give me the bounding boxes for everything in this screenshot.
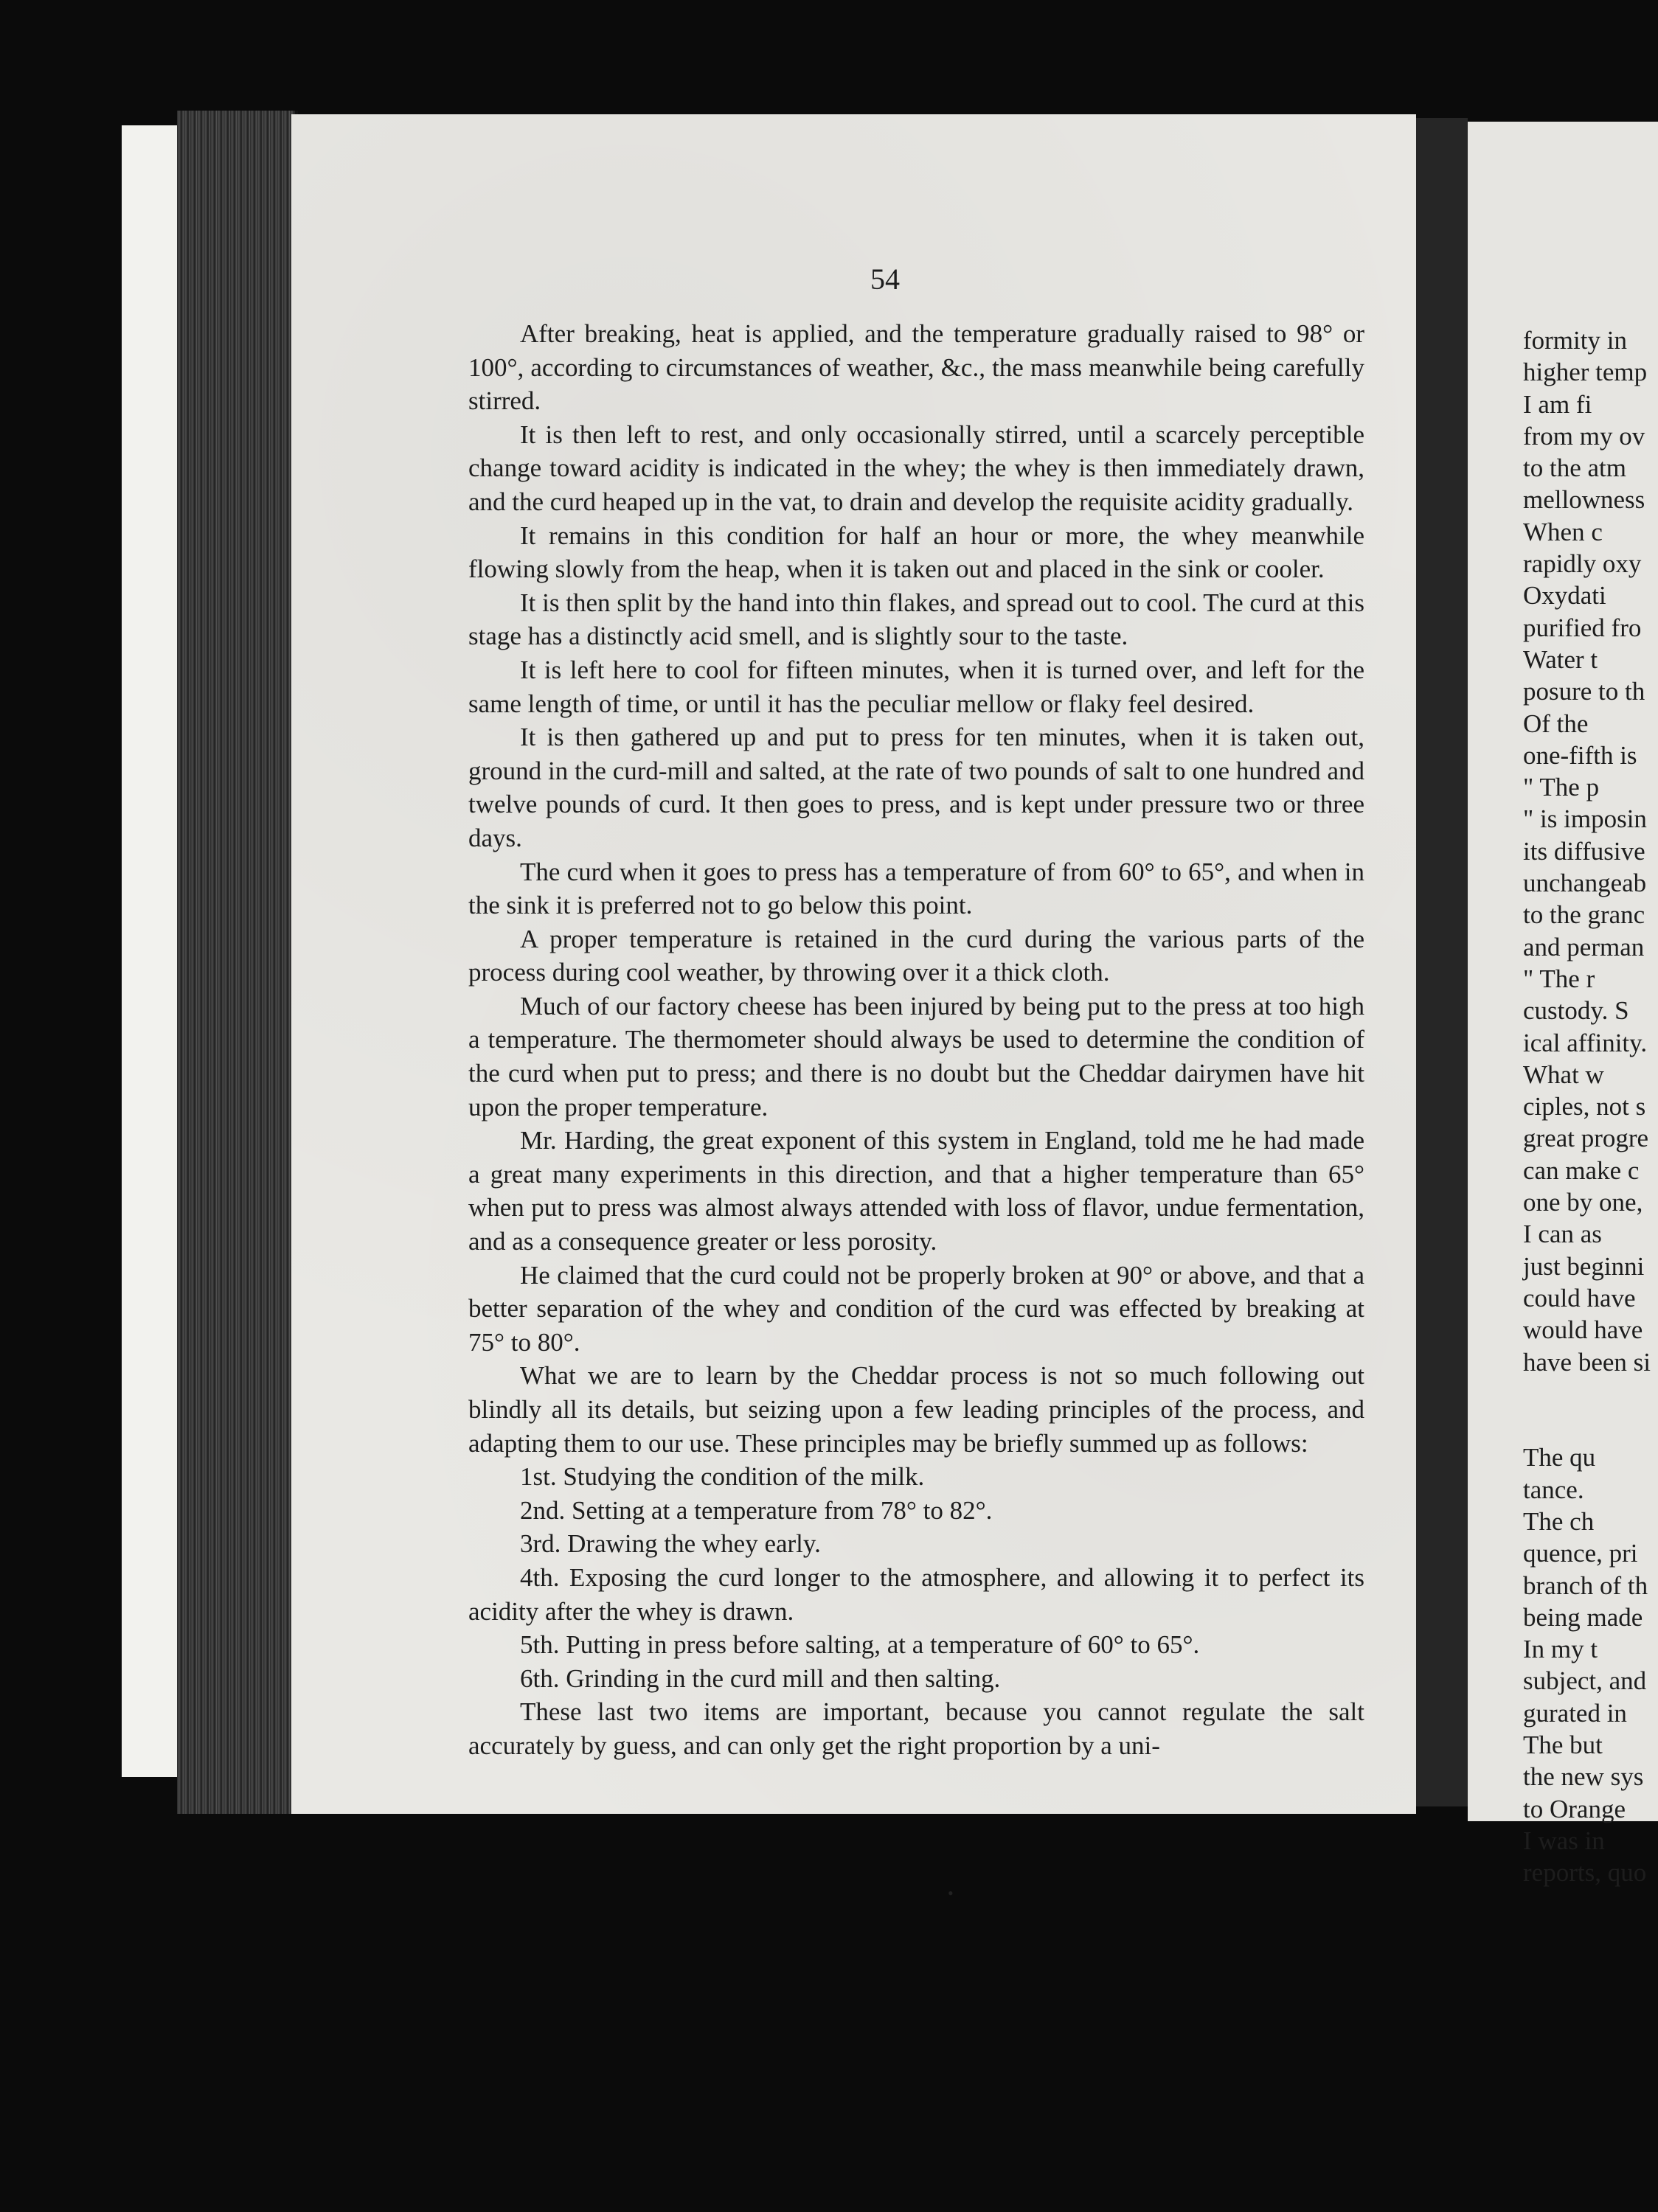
page-number: 54: [870, 262, 900, 296]
right-page-line: one by one,: [1523, 1188, 1643, 1217]
right-page-line: ical affinity.: [1523, 1028, 1648, 1057]
list-item: 1st. Studying the condition of the milk.: [520, 1462, 925, 1492]
footer-ornament: •: [948, 1884, 954, 1902]
right-page-line: When c: [1523, 517, 1603, 546]
right-page-line: one-fifth is: [1523, 740, 1637, 770]
right-page-line: unchangeab: [1523, 869, 1647, 898]
right-page-line: the new sys: [1523, 1762, 1644, 1792]
right-page-line: " is imposin: [1523, 804, 1647, 834]
right-page-line: tance.: [1523, 1475, 1584, 1504]
list-item: 3rd. Drawing the whey early.: [520, 1529, 821, 1559]
right-page-line: [1523, 1410, 1658, 1441]
right-page-line: The but: [1523, 1731, 1603, 1760]
list-item: 2nd. Setting at a temperature from 78° to 82°.: [520, 1495, 993, 1525]
right-page-line: Water t: [1523, 644, 1598, 674]
paragraph: He claimed that the curd could not be properly broken at 90° or above, and that a better separation of the whey and condition of the curd was effected by breaking at 75° to 80°.: [468, 1260, 1364, 1357]
paragraph: The curd when it goes to press has a temperature of from 60° to 65°, and when in the sink it is preferred not to go below this point.: [468, 857, 1364, 920]
paragraph: A proper temperature is retained in the curd during the various parts of the process during cool weather, by throwing over it a thick cloth.: [468, 924, 1364, 987]
right-page-line: formity in: [1523, 326, 1627, 355]
right-page-line: would have: [1523, 1315, 1643, 1345]
paragraph: Much of our factory cheese has been injured by being put to the press at too high a temperature. The thermometer should always be used to determine the condition of the curd when put to press; and there is no doubt but the Cheddar dairymen have hit upon the proper temperature.: [468, 991, 1364, 1121]
right-page-line: to the granc: [1523, 900, 1645, 930]
paragraph: It is then left to rest, and only occasionally stirred, until a scarcely perceptible change toward acidity is indicated in the whey; the whey is then immediately drawn, and the curd heaped up in the vat, to drain and develop the requisite acidity gradually.: [468, 420, 1364, 516]
right-page-line: [1523, 1378, 1658, 1410]
paragraph: What we are to learn by the Cheddar process is not so much following out blindly all its details, but seizing upon a few leading principles of the process, and adapting them to our use. These principles may be briefly summed up as follows:: [468, 1361, 1364, 1458]
page-body: [468, 317, 1364, 1763]
right-page-line: and perman: [1523, 932, 1645, 961]
right-page-line: I was in: [1523, 1826, 1605, 1855]
book-spine: [1416, 118, 1468, 1806]
paragraph: It is left here to cool for fifteen minutes, when it is turned over, and left for the same length of time, or until it has the peculiar mellow or flaky feel desired.: [468, 655, 1364, 718]
right-page-line: great progre: [1523, 1124, 1649, 1153]
right-page-line: being made: [1523, 1602, 1643, 1632]
right-page-line: branch of th: [1523, 1571, 1648, 1600]
right-page-line: I can as: [1523, 1220, 1602, 1249]
right-page-line: " The r: [1523, 964, 1595, 993]
right-page-line: " The p: [1523, 773, 1600, 802]
paragraph: After breaking, heat is applied, and the temperature gradually raised to 98° or 100°, according to circumstances of weather, &c., the mass meanwhile being carefully stirred.: [468, 319, 1364, 416]
right-page-line: What w: [1523, 1060, 1604, 1089]
right-page-line: The qu: [1523, 1443, 1596, 1472]
right-page-line: Oxydati: [1523, 581, 1606, 611]
right-page-line: quence, pri: [1523, 1539, 1638, 1568]
list-item: 4th. Exposing the curd longer to the atmosphere, and allowing it to perfect its acidity after the whey is drawn.: [468, 1562, 1364, 1626]
right-page-line: reports, quo: [1523, 1858, 1647, 1888]
right-page-line: to Orange: [1523, 1794, 1626, 1823]
right-page-line: just beginni: [1523, 1251, 1645, 1281]
paragraph: Mr. Harding, the great exponent of this system in England, told me he had made a great many experiments in this direction, and that a higher temperature than 65° when put to press was almost always attended with loss of flavor, undue fermentation, and as a consequence greater or less porosity.: [468, 1126, 1364, 1256]
right-page-line: In my t: [1523, 1635, 1598, 1664]
right-page-line: could have: [1523, 1283, 1636, 1312]
right-page-line: gurated in: [1523, 1698, 1627, 1728]
right-page-line: mellowness: [1523, 485, 1645, 515]
paragraph: It remains in this condition for half an hour or more, the whey meanwhile flowing slowly from the heap, when it is taken out and placed in the sink or cooler.: [468, 521, 1364, 584]
right-page-line: purified fro: [1523, 613, 1642, 642]
closing-paragraph: These last two items are important, because you cannot regulate the salt accurately by guess, and can only get the right proportion by a uni-: [468, 1697, 1364, 1760]
right-page-line: can make c: [1523, 1155, 1640, 1185]
right-page-line: ciples, not s: [1523, 1092, 1646, 1121]
right-page-line: I am fi: [1523, 389, 1592, 419]
list-item: 6th. Grinding in the curd mill and then salting.: [520, 1663, 1001, 1693]
right-page-text: [1523, 324, 1658, 1889]
scan-background-strip: [122, 125, 184, 1777]
paragraph: It is then gathered up and put to press for ten minutes, when it is taken out, ground in the curd-mill and salted, at the rate of two pounds of salt to one hundred and twelve pounds of curd. It then goes to press, and is kept under pressure two or three days.: [468, 723, 1364, 852]
right-page-line: subject, and: [1523, 1666, 1647, 1696]
right-page-line: custody. S: [1523, 996, 1629, 1026]
book-page-edges: [177, 111, 298, 1814]
right-page-line: higher temp: [1523, 358, 1648, 387]
right-page-line: rapidly oxy: [1523, 549, 1642, 579]
right-page-line: The ch: [1523, 1506, 1595, 1536]
right-page-line: from my ov: [1523, 421, 1645, 451]
right-page-line: posure to th: [1523, 677, 1645, 706]
paragraph: It is then split by the hand into thin flakes, and spread out to cool. The curd at this stage has a distinctly acid smell, and is slightly sour to the taste.: [468, 588, 1364, 651]
right-page-line: its diffusive: [1523, 836, 1645, 866]
right-page-line: have been si: [1523, 1347, 1651, 1377]
right-page-line: to the atm: [1523, 453, 1626, 483]
list-item: 5th. Putting in press before salting, at a temperature of 60° to 65°.: [520, 1630, 1200, 1660]
right-page-line: Of the: [1523, 709, 1589, 738]
